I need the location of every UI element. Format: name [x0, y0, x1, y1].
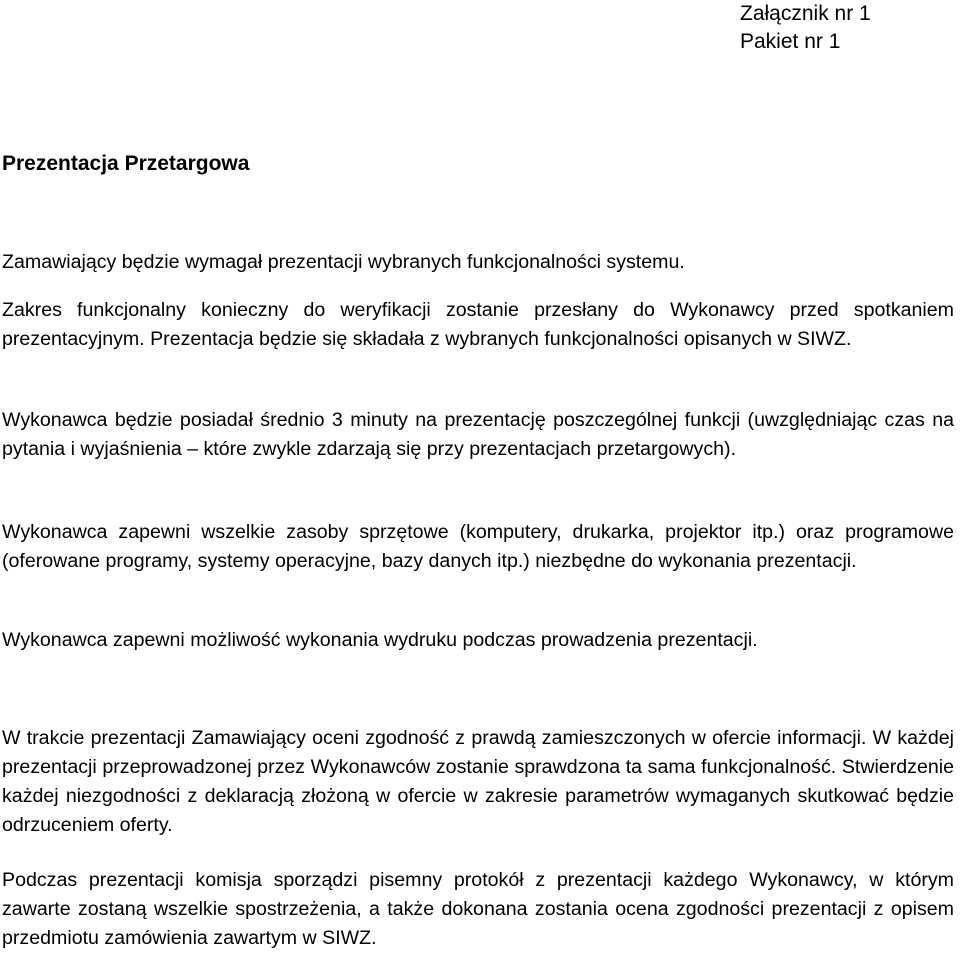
- paragraph-evaluation: W trakcie prezentacji Zamawiający oceni zgodność z prawdą zamieszczonych w ofercie informacji. W każdej prezentacji przeprowadzonej przez Wykonawców zostanie sprawdzona ta sama funkcjonalność. Stwierdzenie każdej niezgodności z deklaracją złożoną w ofercie w zakresie parametrów wymaganych skutkować będzie odrzuceniem oferty.: [2, 727, 954, 836]
- annex-header: [740, 0, 871, 56]
- paragraph-resources: Wykonawca zapewni wszelkie zasoby sprzętowe (komputery, drukarka, projektor itp.) oraz programowe (oferowane programy, systemy operacyjne, bazy danych itp.) niezbędne do wykonania prezentacji.: [2, 521, 954, 572]
- paragraph-requirement: Zamawiający będzie wymagał prezentacji wybranych funkcjonalności systemu.: [2, 251, 685, 273]
- package-number: Pakiet nr 1: [740, 30, 841, 53]
- paragraph-time: Wykonawca będzie posiadał średnio 3 minuty na prezentację poszczególnej funkcji (uwzględniając czas na pytania i wyjaśnienia – które zwykle zdarzają się przy prezentacjach przetargowych).: [2, 409, 954, 460]
- paragraph-protocol: Podczas prezentacji komisja sporządzi pisemny protokół z prezentacji każdego Wykonawcy, w którym zawarte zostaną wszelkie spostrzeżenia, a także dokonana zostania ocena zgodności prezentacji z opisem przedmiotu zamówienia zawartym w SIWZ.: [2, 869, 954, 949]
- paragraph-scope: Zakres funkcjonalny konieczny do weryfikacji zostanie przesłany do Wykonawcy przed spotkaniem prezentacyjnym. Prezentacja będzie się składała z wybranych funkcjonalności opisanych w SIWZ.: [2, 299, 954, 350]
- document-title: Prezentacja Przetargowa: [2, 152, 250, 175]
- annex-number: Załącznik nr 1: [740, 2, 871, 25]
- paragraph-printing: Wykonawca zapewni możliwość wykonania wydruku podczas prowadzenia prezentacji.: [2, 629, 758, 651]
